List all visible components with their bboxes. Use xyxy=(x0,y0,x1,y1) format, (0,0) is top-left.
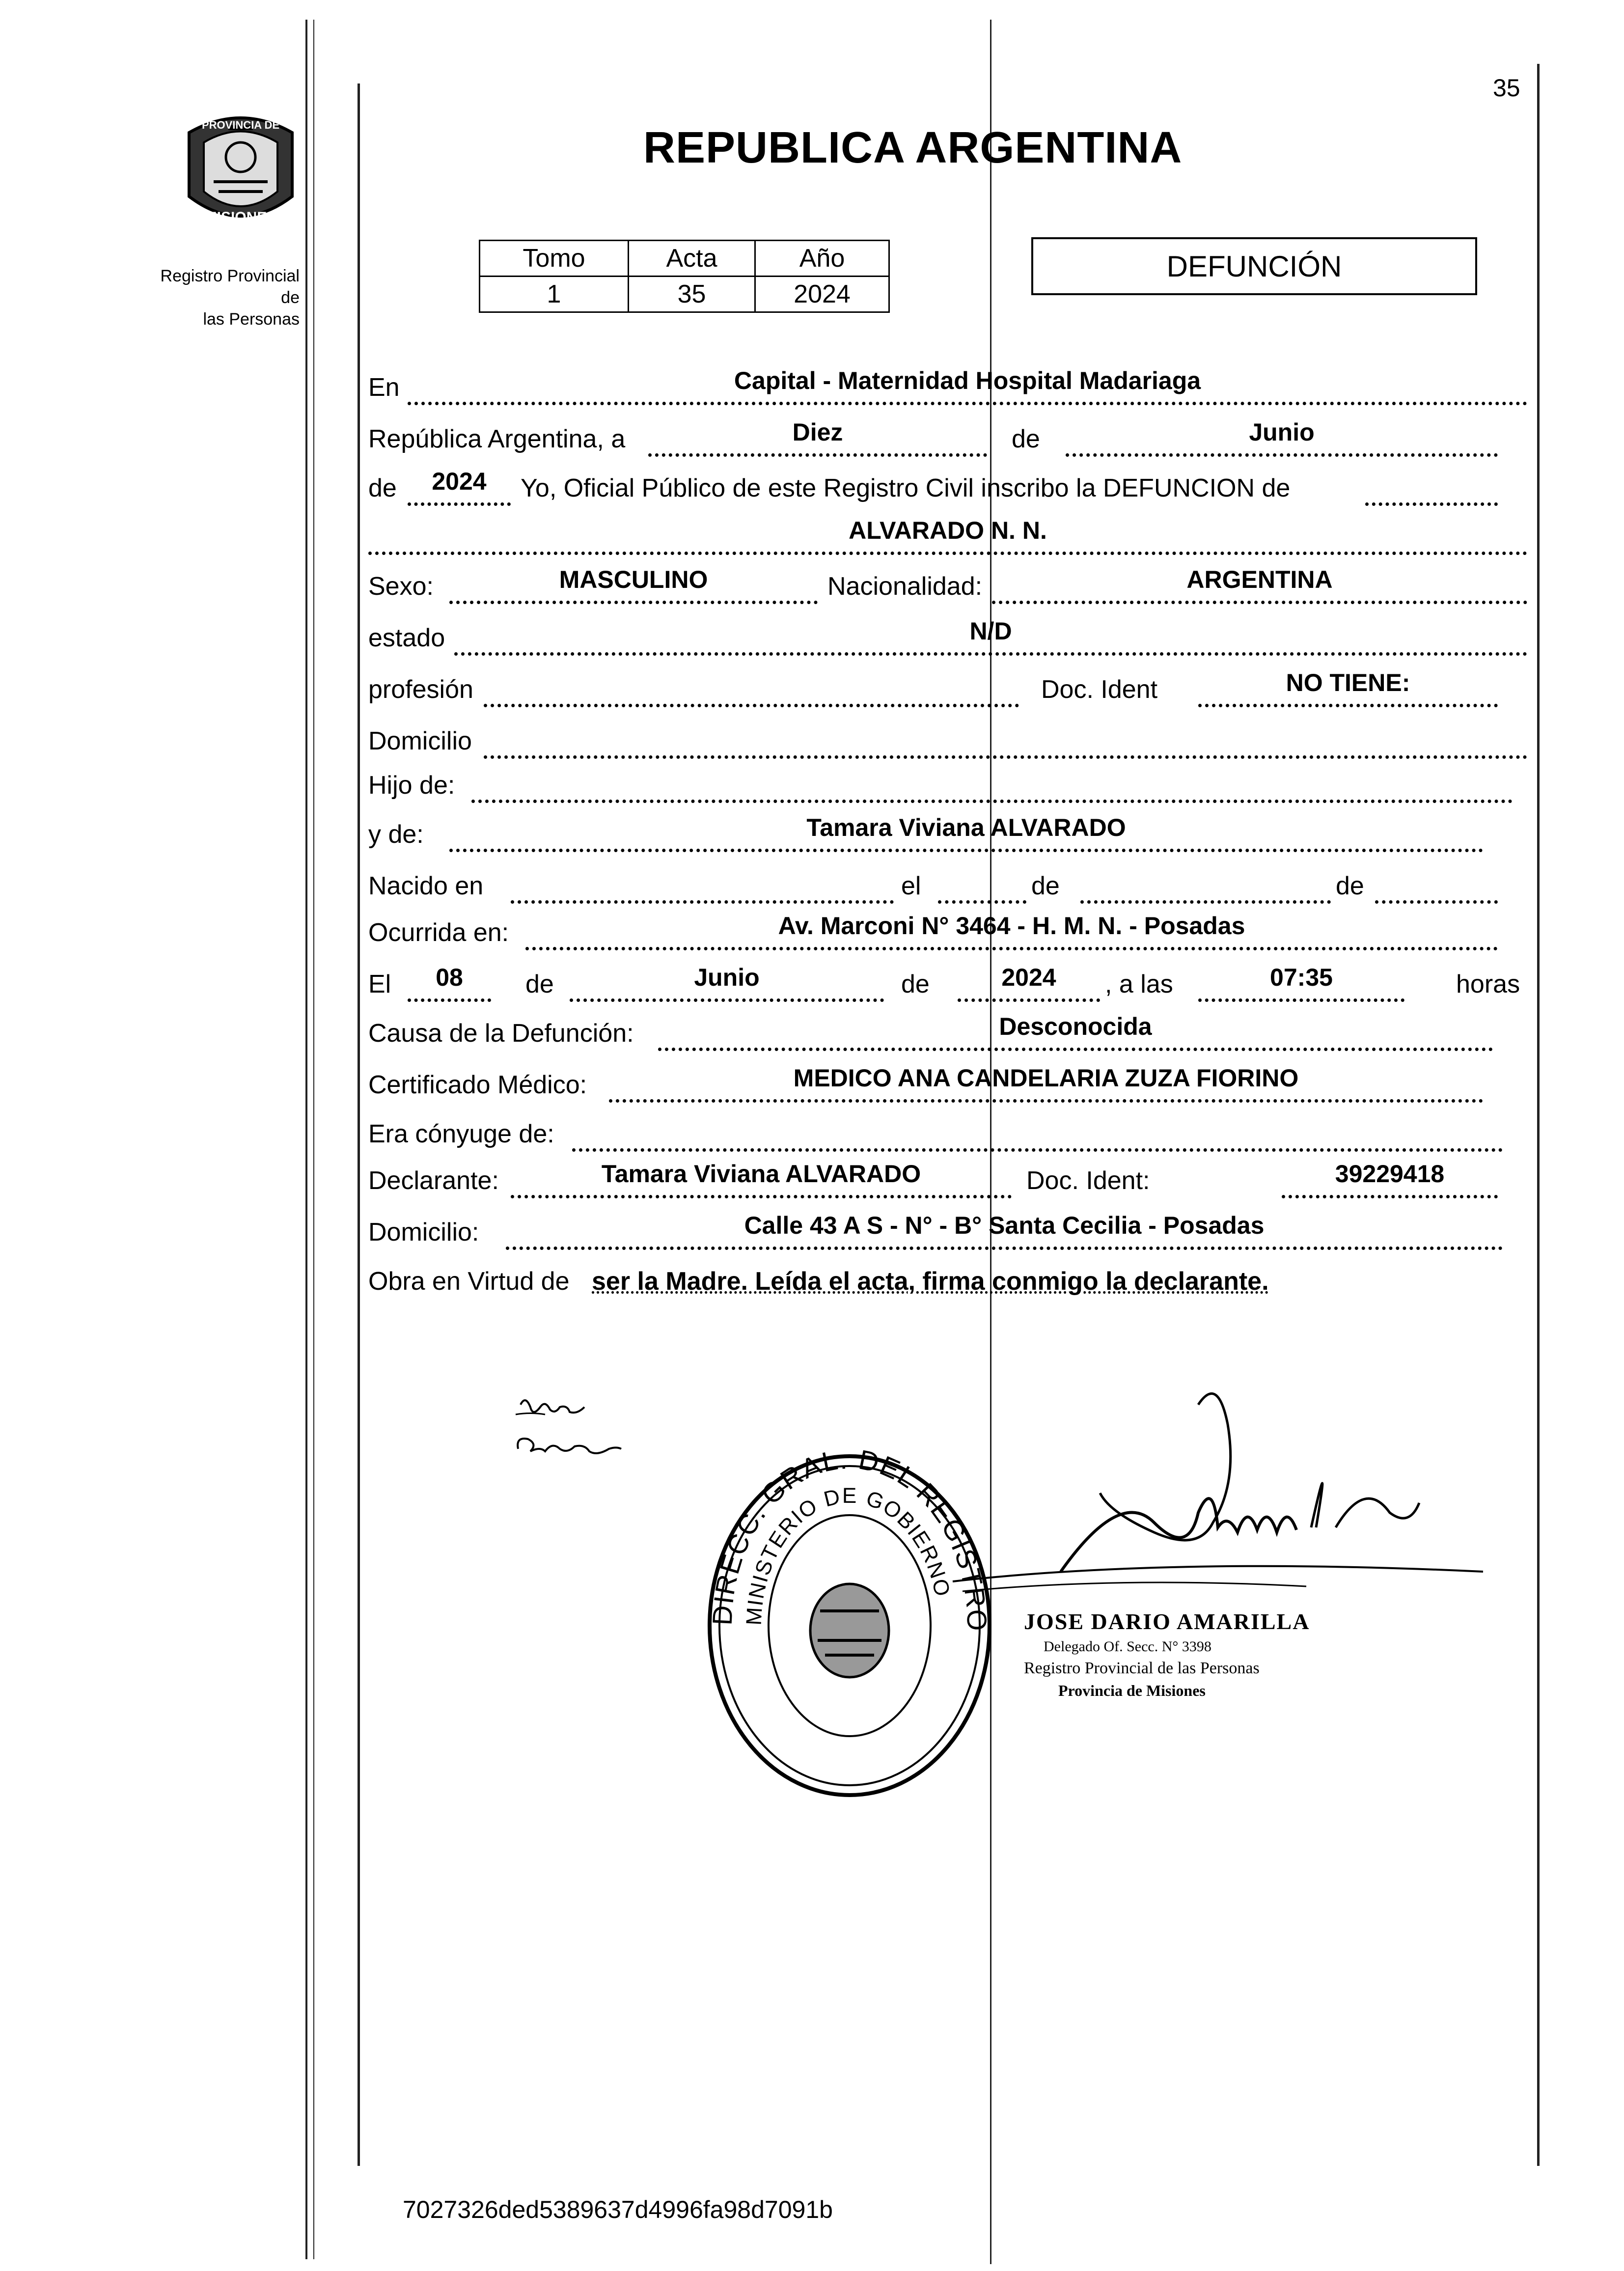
decl-domicilio-value: Calle 43 A S - N° - B° Santa Cecilia - Posadas xyxy=(744,1212,1265,1239)
nacido-de-label-1: de xyxy=(1031,872,1060,900)
decl-doc-value: 39229418 xyxy=(1335,1160,1445,1188)
record-type-box: DEFUNCIÓN xyxy=(1031,237,1477,295)
row-nacido xyxy=(368,857,1498,904)
row-declarante xyxy=(368,1152,1498,1198)
domicilio-label: Domicilio xyxy=(368,727,472,755)
nacionalidad-label: Nacionalidad: xyxy=(827,572,983,601)
obra-label: Obra en Virtud de xyxy=(368,1267,570,1296)
y-de-field xyxy=(449,814,1483,852)
official-block xyxy=(1024,1608,1466,1700)
ocurrida-value: Av. Marconi N° 3464 - H. M. N. - Posadas xyxy=(778,912,1245,940)
decl-doc-label: Doc. Ident: xyxy=(1026,1166,1150,1195)
nacido-year-field xyxy=(1375,866,1498,904)
month-field xyxy=(1066,419,1498,457)
en-value: Capital - Maternidad Hospital Madariaga xyxy=(734,367,1201,394)
conyuge-field xyxy=(572,1114,1503,1152)
y-de-label: y de: xyxy=(368,820,424,849)
y-de-value: Tamara Viviana ALVARADO xyxy=(806,814,1126,841)
nacionalidad-value: ARGENTINA xyxy=(1186,566,1333,593)
estado-label: estado xyxy=(368,624,445,652)
sexo-field xyxy=(449,566,818,604)
nacido-en-label: Nacido en xyxy=(368,872,484,900)
declarante-field xyxy=(511,1161,1012,1198)
hijo-de-label: Hijo de: xyxy=(368,771,455,800)
nacido-month-field xyxy=(1080,866,1331,904)
row-profesion xyxy=(368,661,1498,707)
death-day: 08 xyxy=(436,964,463,991)
form-border-right xyxy=(1537,64,1540,2166)
official-province: Provincia de Misiones xyxy=(1058,1682,1206,1699)
domicilio-field xyxy=(484,721,1527,759)
row-causa xyxy=(368,1004,1493,1051)
profesion-label: profesión xyxy=(368,675,473,704)
nacido-de-label-2: de xyxy=(1336,872,1364,900)
svg-text:MISIONES: MISIONES xyxy=(204,209,277,225)
death-year-field xyxy=(958,964,1100,1002)
nacionalidad-field xyxy=(992,566,1527,604)
row-obra xyxy=(368,1252,1527,1299)
row-en xyxy=(368,359,1527,405)
death-de-label-2: de xyxy=(901,970,930,998)
death-year: 2024 xyxy=(1001,964,1056,991)
month-value: Junio xyxy=(1249,418,1315,446)
death-de-label-1: de xyxy=(525,970,554,998)
nacido-en-field xyxy=(511,866,894,904)
death-time-field xyxy=(1198,964,1404,1002)
anio-value: 2024 xyxy=(755,277,889,312)
margin-line-left xyxy=(305,20,307,2259)
ocurrida-field xyxy=(525,913,1498,950)
death-month: Junio xyxy=(694,964,760,991)
decl-doc-field xyxy=(1282,1161,1498,1198)
death-time: 07:35 xyxy=(1270,964,1333,991)
de-label: de xyxy=(1012,425,1040,453)
nacido-day-field xyxy=(938,866,1026,904)
registry-label-line1: Registro Provincial de xyxy=(160,267,300,307)
a-las-label: , a las xyxy=(1105,970,1173,998)
obra-value: ser la Madre. Leída el acta, firma conmigo la declarante. xyxy=(592,1267,1269,1296)
svg-text:DIRECC. GRAL. DEL REGISTRO PRO: DIRECC. GRAL. DEL REGISTRO xyxy=(706,1449,993,1633)
yo-text: Yo, Oficial Público de este Registro Civil inscribo la DEFUNCION de xyxy=(521,474,1291,502)
hijo-de-field xyxy=(471,765,1513,803)
row-estado xyxy=(368,609,1527,656)
decl-domicilio-label: Domicilio: xyxy=(368,1218,479,1246)
row-nombre xyxy=(368,508,1527,555)
page-number: 35 xyxy=(1493,74,1520,102)
row-hijo-de xyxy=(368,756,1513,803)
acta-value: 35 xyxy=(629,277,755,312)
province-emblem xyxy=(169,98,312,246)
year-field xyxy=(408,468,511,506)
doc-ident-value: NO TIENE: xyxy=(1286,669,1410,696)
sexo-label: Sexo: xyxy=(368,572,434,601)
causa-label: Causa de la Defunción: xyxy=(368,1019,634,1048)
declarante-label: Declarante: xyxy=(368,1166,499,1195)
certificado-field xyxy=(609,1065,1483,1103)
causa-value: Desconocida xyxy=(999,1013,1152,1040)
row-ocurrida xyxy=(368,904,1498,950)
nacido-el-label: el xyxy=(901,872,921,900)
deceased-name: ALVARADO N. N. xyxy=(849,517,1047,544)
registry-label xyxy=(145,265,300,330)
doc-ident-field xyxy=(1198,669,1498,707)
row-yo xyxy=(368,459,1498,506)
yo-trailing-field xyxy=(1365,468,1498,506)
day-value: Diez xyxy=(792,418,843,446)
death-day-field xyxy=(408,964,491,1002)
declarant-signature xyxy=(511,1385,658,1483)
year-value: 2024 xyxy=(432,468,487,495)
book-table xyxy=(479,240,890,313)
registry-label-line2: las Personas xyxy=(203,310,300,329)
horas-label: horas xyxy=(1456,970,1520,998)
estado-value: N/D xyxy=(969,617,1012,645)
en-label: En xyxy=(368,373,400,402)
ocurrida-label: Ocurrida en: xyxy=(368,918,509,947)
anio-header: Año xyxy=(755,241,889,277)
margin-line-left-inner xyxy=(313,20,314,2259)
svg-text:PROVINCIA DE: PROVINCIA DE xyxy=(201,119,280,131)
republica-label: República Argentina, a xyxy=(368,425,626,453)
day-field xyxy=(648,419,987,457)
country-title: REPUBLICA ARGENTINA xyxy=(643,123,1183,172)
official-title: Delegado Of. Secc. N° 3398 xyxy=(1044,1638,1211,1655)
profesion-field xyxy=(484,669,1019,707)
estado-field xyxy=(454,618,1527,656)
de-year-label: de xyxy=(368,474,397,502)
deceased-name-field xyxy=(368,517,1527,555)
row-certificado xyxy=(368,1056,1483,1103)
conyuge-label: Era cónyuge de: xyxy=(368,1120,554,1148)
doc-ident-label: Doc. Ident xyxy=(1041,675,1158,704)
decl-domicilio-field xyxy=(506,1212,1503,1250)
form-border-left xyxy=(358,83,360,2166)
tomo-value: 1 xyxy=(480,277,629,312)
row-sexo xyxy=(368,557,1527,604)
row-conyuge xyxy=(368,1105,1503,1152)
row-fecha xyxy=(368,410,1498,457)
svg-text:MINISTERIO DE GOBIERNO: MINISTERIO DE GOBIERNO xyxy=(742,1483,955,1626)
el-label: El xyxy=(368,970,391,998)
row-fecha-defuncion xyxy=(368,955,1527,1002)
death-month-field xyxy=(570,964,884,1002)
causa-field xyxy=(658,1013,1493,1051)
official-name: JOSE DARIO AMARILLA xyxy=(1024,1609,1310,1634)
acta-header: Acta xyxy=(629,241,755,277)
sexo-value: MASCULINO xyxy=(559,566,708,593)
certificado-label: Certificado Médico: xyxy=(368,1071,587,1099)
row-y-de xyxy=(368,805,1483,852)
row-decl-domicilio xyxy=(368,1203,1503,1250)
official-registry: Registro Provincial de las Personas xyxy=(1024,1659,1260,1677)
tomo-header: Tomo xyxy=(480,241,629,277)
declarante-value: Tamara Viviana ALVARADO xyxy=(601,1160,921,1188)
certificado-value: MEDICO ANA CANDELARIA ZUZA FIORINO xyxy=(793,1064,1299,1092)
row-domicilio xyxy=(368,712,1527,759)
en-field xyxy=(408,367,1527,405)
document-hash: 7027326ded5389637d4996fa98d7091b xyxy=(403,2196,833,2223)
